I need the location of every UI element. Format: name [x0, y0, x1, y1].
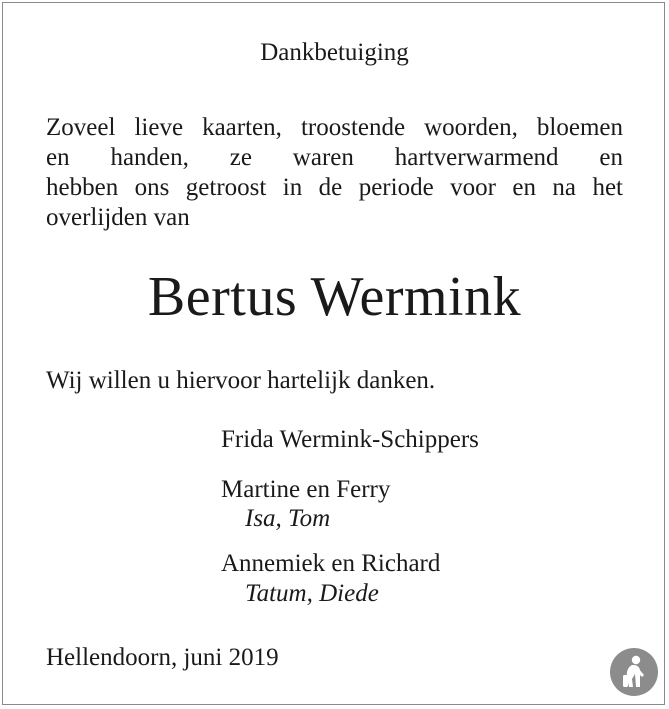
- intro-line: overlijden van: [46, 204, 190, 231]
- intro-line: hebben ons getroost in de periode voor en na het: [46, 174, 623, 201]
- notice-heading: Dankbetuiging: [260, 39, 409, 66]
- signer-name: Martine en Ferry: [221, 476, 391, 503]
- signer-name: Annemiek en Richard: [221, 550, 441, 577]
- intro-line: en handen, ze waren hartverwarmend en: [46, 144, 623, 171]
- signer-children: Isa, Tom: [245, 505, 331, 532]
- deceased-name: Bertus Wermink: [147, 266, 522, 328]
- intro-paragraph: [46, 113, 623, 233]
- signer-name: Frida Wermink-Schippers: [221, 426, 479, 453]
- thanks-line: Wij willen u hiervoor hartelijk danken.: [46, 367, 436, 394]
- intro-line: Zoveel lieve kaarten, troostende woorden, bloemen: [46, 114, 623, 141]
- mourning-figure-icon: [609, 647, 659, 697]
- signer-children: Tatum, Diede: [245, 580, 379, 607]
- place-date: Hellendoorn, juni 2019: [46, 644, 279, 671]
